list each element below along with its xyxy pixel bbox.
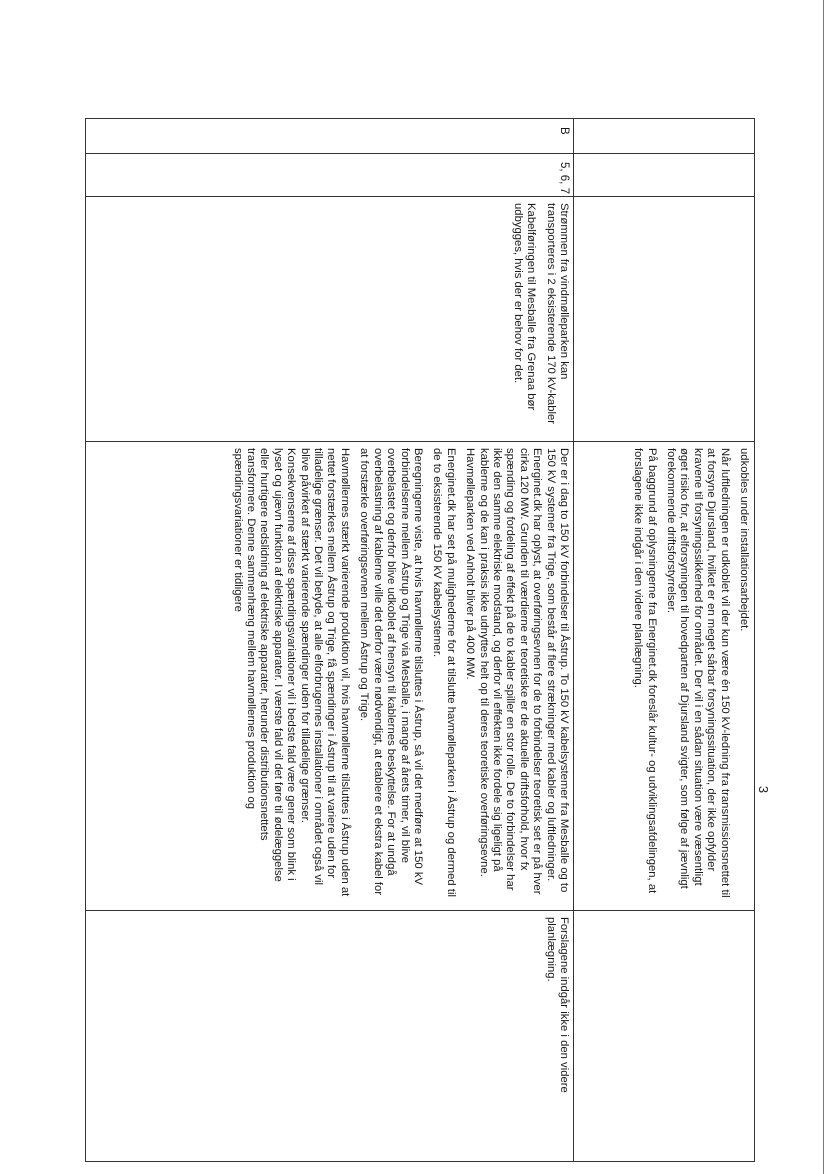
cell-top-assessment [574, 442, 754, 911]
paragraph: Havmøllernes stærkt varierende produktion vil, hvis havmøllerne tilsluttes i Åstrup uden at nettet forstærkes mellem Åstrup og Trige, få spændinger i Åstrup til at variere uden for tilladelige grænser. Det vil betyde, at alle elforbrugernes installationer i området også vil blive påvirket af stærkt varierende spændinger uden for tilladelige grænser. Konsekvenserne af disse spændingsvariationer vil i bedste fald være gener som blink i lyset og ujævn funktion af elektriske apparater. I værste fald vil det føre til ødelæggelse eller hurtigere nedslidning af elektriske apparater, herunder distributionsnettets transformere. Denne sammenhæng mellem havmøllernes produktion og spændingsvariationer er tidligere [231, 448, 351, 897]
cell-recommendation: Forslagene indgår ikke i den videre planlægning. [544, 917, 570, 1093]
cell-top-proposal [574, 197, 754, 442]
paragraph: Energinet.dk har set på mulighederne for at tilslutte havmølleparken i Åstrup og dermed til de to eksisterende 150 kV kabelsystemer. [431, 448, 457, 897]
paragraph: På baggrund af oplysningerne fra Energinet.dk foreslår kultur- og udviklingsafdelingen, at forslagene ikke indgår i den videre planlægning. [632, 448, 658, 894]
table-row-bottom [86, 119, 574, 1161]
scan-edge [823, 0, 824, 1174]
paragraph: Når luftledningen er udkoblet vil der kun være én 150 kV-ledning fra transmissionsnettet til at forsyne Djursland, hvilket er en meget sårbar forsyningssituation, der ikke opfylder kravene til forsyningssikkerhed for området. Der vil i en sådan situation være væsentligt øget risiko for, at elforsyningen til hovedparten af Djursland svigter, som følge af jævnligt forekommende driftsforstyrrelser. [664, 448, 731, 898]
rotated-page [85, 118, 755, 1162]
table-row-top [573, 119, 754, 1161]
paragraph: Strømmen fra vindmølleparken kan transporteres i 2 eksisterende 170 kV-kabler [544, 203, 570, 425]
cell-top-number [574, 154, 754, 197]
paragraph: Kabelføringen til Mesballe fra Grenaa bør udbygges, hvis der er behov for det. [511, 203, 538, 411]
cell-top-recommendation [574, 911, 754, 1161]
page-number: 3 [756, 785, 772, 794]
cell-top-letter [574, 119, 754, 154]
cell-number: 5, 6, 7 [86, 154, 574, 197]
cell-assessment [86, 442, 574, 911]
paragraph: Der er i dag to 150 kV forbindelser til Åstrup. To 150 kV kabelsystemer fra Mesballe og to 150 kV systemer fra Trige, som består af flere strækninger med kabler og luftledninger. Energinet.dk har oplyst, at overføringsevnen for de to forbindelser teoretisk set er på hver cirka 120 MW. Grunden til værdierne er teoretiske er de aktuelle driftsforhold, hvor fx spænding og fordeling af effekt på de to kabler spiller en stor rolle. De to forbindelser har ikke den samme elektriske modstand, og derfor vil effekten ikke fordele sig ligeligt på kablerne og de kan i praksis ikke udnyttes helt op til deres teoretiske overføringsevne. Havmølleparken ved Anholt bliver på 400 MW. [464, 448, 570, 895]
paragraph: udkobles under installationsarbejdet. [738, 448, 750, 632]
paragraph: Beregningerne viste, at hvis havmøllerne tilsluttes i Åstrup, så vil det medføre at 150 kV forbindelserne mellem Åstrup og Trige via Mesballe, i mange af årets timer, vil blive overbelastet og derfor blive udkoblet af hensyn til kablernes beskyttelse. For at undgå overbelastning af kablerne ville det derfor være nødvendigt, at etablere et ekstra kabel for at forstærke overføringsevnen mellem Åstrup og Trige. [358, 448, 424, 896]
cell-letter: B [86, 119, 574, 154]
cell-proposal [86, 197, 574, 442]
comments-table [85, 118, 755, 1162]
